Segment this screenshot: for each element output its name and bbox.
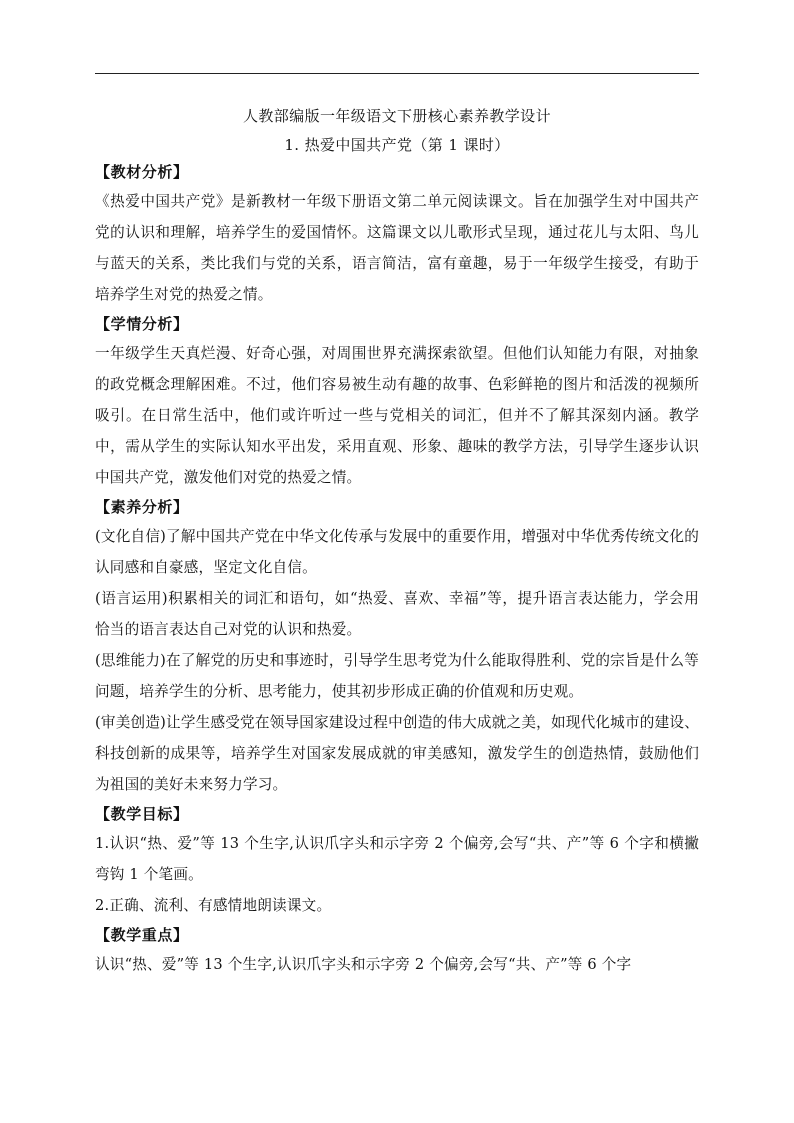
document-body bbox=[95, 158, 699, 980]
paragraph: 2.正确、流利、有感情地朗读课文。 bbox=[95, 897, 332, 914]
section-heading: 【素养分析】 bbox=[95, 498, 189, 516]
section-textbook-analysis bbox=[95, 158, 699, 310]
document-title: 人教部编版一年级语文下册核心素养教学设计 bbox=[242, 107, 551, 125]
paragraph: 1.认识“热、爱”等 13 个生字,认识爪字头和示字旁 2 个偏旁,会写“共、产”等 6 个字和横撇弯钩 1 个笔画。 bbox=[95, 835, 699, 883]
title-block bbox=[95, 103, 699, 158]
section-heading: 【学情分析】 bbox=[95, 315, 189, 333]
section-teaching-goals bbox=[95, 800, 699, 921]
paragraph: 《热爱中国共产党》是新教材一年级下册语文第二单元阅读课文。旨在加强学生对中国共产党的认识和理解，培养学生的爱国情怀。这篇课文以儿歌形式呈现，通过花儿与太阳、鸟儿与蓝天的关系，类比我们与党的关系，语言简洁，富有童趣，易于一年级学生接受，有助于培养学生对党的热爱之情。 bbox=[95, 193, 699, 303]
paragraph: 一年级学生天真烂漫、好奇心强，对周围世界充满探索欲望。但他们认知能力有限，对抽象的政党概念理解困难。不过，他们容易被生动有趣的故事、色彩鲜艳的图片和活泼的视频所吸引。在日常生活中，他们或许听过一些与党相关的词汇，但并不了解其深刻内涵。教学中，需从学生的实际认知水平出发，采用直观、形象、趣味的教学方法，引导学生逐步认识中国共产党，激发他们对党的热爱之情。 bbox=[95, 345, 699, 486]
section-heading: 【教学重点】 bbox=[95, 926, 189, 944]
section-student-analysis bbox=[95, 310, 699, 493]
paragraph: (思维能力)在了解党的历史和事迹时，引导学生思考党为什么能取得胜利、党的宗旨是什么等问题，培养学生的分析、思考能力，使其初步形成正确的价值观和历史观。 bbox=[95, 652, 699, 700]
document-page bbox=[95, 0, 699, 1123]
section-heading: 【教材分析】 bbox=[95, 163, 189, 181]
paragraph: 认识“热、爱”等 13 个生字,认识爪字头和示字旁 2 个偏旁,会写“共、产”等 6 个字 bbox=[95, 956, 632, 973]
section-literacy-analysis bbox=[95, 493, 699, 800]
paragraph: (语言运用)积累相关的词汇和语句，如“热爱、喜欢、幸福”等，提升语言表达能力，学会用恰当的语言表达自己对党的认识和热爱。 bbox=[95, 590, 699, 638]
lesson-title: 1. 热爱中国共产党（第 1 课时） bbox=[284, 136, 510, 154]
header-rule bbox=[95, 73, 699, 74]
paragraph: (文化自信)了解中国共产党在中华文化传承与发展中的重要作用，增强对中华优秀传统文化的认同感和自豪感，坚定文化自信。 bbox=[95, 528, 699, 576]
section-teaching-focus bbox=[95, 921, 699, 980]
section-heading: 【教学目标】 bbox=[95, 805, 189, 823]
paragraph: (审美创造)让学生感受党在领导国家建设过程中创造的伟大成就之美，如现代化城市的建设、科技创新的成果等，培养学生对国家发展成就的审美感知，激发学生的创造热情，鼓励他们为祖国的美好未来努力学习。 bbox=[95, 714, 699, 793]
